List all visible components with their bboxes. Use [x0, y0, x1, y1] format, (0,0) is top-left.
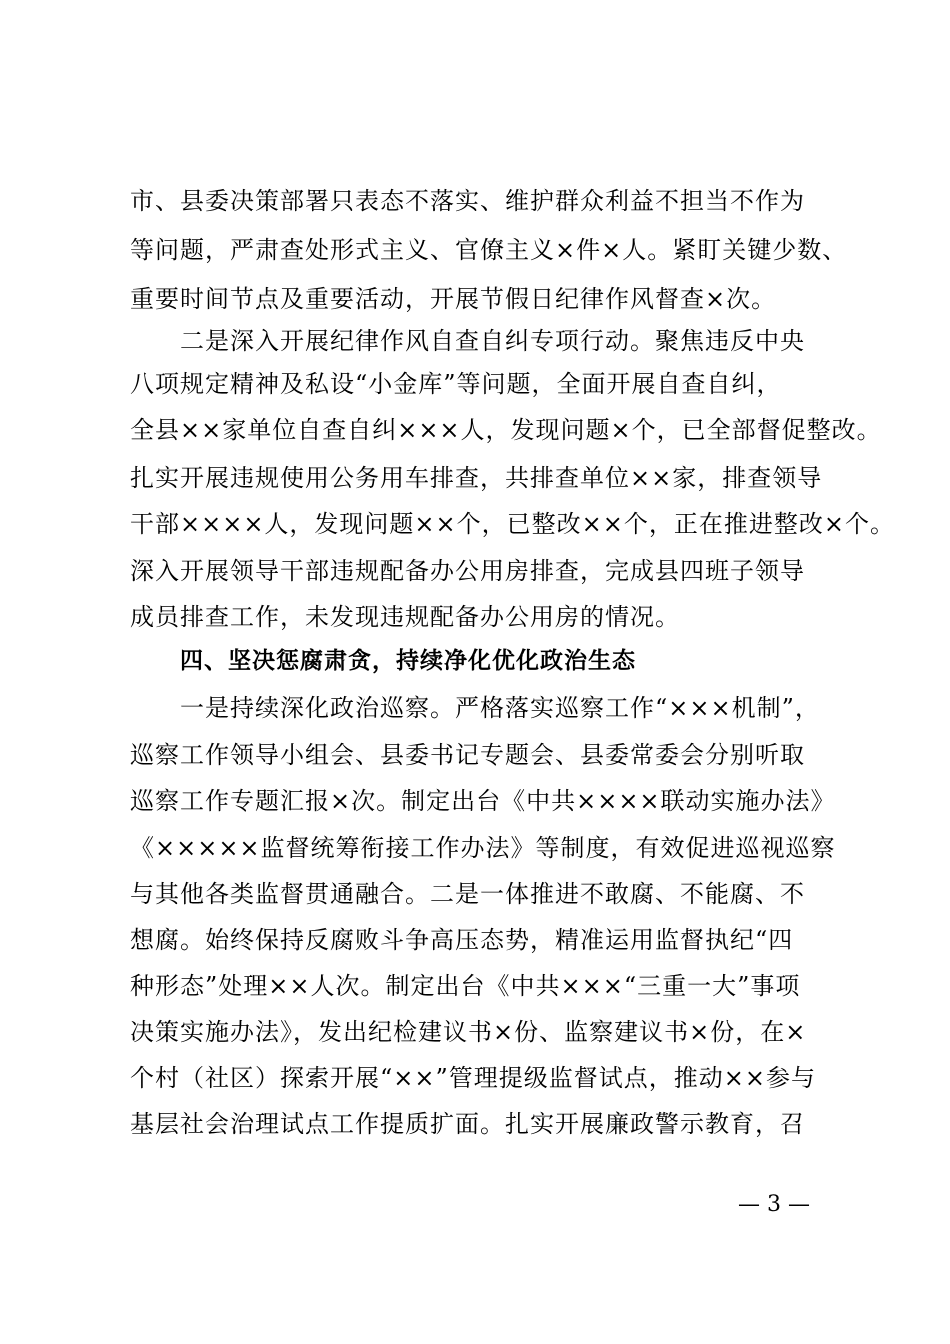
text-line: 等问题，严肃查处形式主义、官僚主义×件×人。紧盯关键少数、 [130, 236, 848, 264]
text-line: 种形态”处理××人次。制定出台《中共×××“三重一大”事项 [130, 972, 801, 1000]
text-line: 重要时间节点及重要活动，开展节假日纪律作风督查×次。 [130, 285, 777, 313]
text-line: 八项规定精神及私设“小金库”等问题，全面开展自查自纠， [130, 370, 782, 398]
text-line: 二是深入开展纪律作风自查自纠专项行动。聚焦违反中央 [180, 327, 805, 355]
text-line: 决策实施办法》，发出纪检建议书×份、监察建议书×份，在× [130, 1018, 807, 1046]
text-line: 全县××家单位自查自纠×××人，发现问题×个，已全部督促整改。 [130, 416, 882, 444]
text-line: 想腐。始终保持反腐败斗争高压态势，精准运用监督执纪“四 [130, 926, 794, 954]
section-heading: 四、坚决惩腐肃贪，持续净化优化政治生态 [180, 648, 636, 674]
text-line: 成员排查工作，未发现违规配备办公用房的情况。 [130, 603, 680, 631]
text-line: 干部××××人，发现问题××个，已整改××个，正在推进整改×个。 [130, 510, 895, 538]
text-line: 《×××××监督统筹衔接工作办法》等制度，有效促进巡视巡察 [130, 834, 836, 862]
text-line: 与其他各类监督贯通融合。二是一体推进不敢腐、不能腐、不 [130, 880, 805, 908]
text-line: 基层社会治理试点工作提质扩面。扎实开展廉政警示教育，召 [130, 1110, 805, 1138]
page-number: — 3 — [738, 1192, 810, 1217]
text-line: 扎实开展违规使用公务用车排查，共排查单位××家，排查领导 [130, 464, 823, 492]
text-line: 巡察工作专题汇报×次。制定出台《中共××××联动实施办法》 [130, 787, 836, 815]
text-line: 深入开展领导干部违规配备办公用房排查，完成县四班子领导 [130, 557, 805, 585]
text-line: 市、县委决策部署只表态不落实、维护群众利益不担当不作为 [130, 187, 805, 215]
text-line: 巡察工作领导小组会、县委书记专题会、县委常委会分别听取 [130, 741, 805, 769]
text-line: 一是持续深化政治巡察。严格落实巡察工作“×××机制”， [180, 694, 820, 722]
text-line: 个村（社区）探索开展“××”管理提级监督试点，推动××参与 [130, 1064, 816, 1092]
